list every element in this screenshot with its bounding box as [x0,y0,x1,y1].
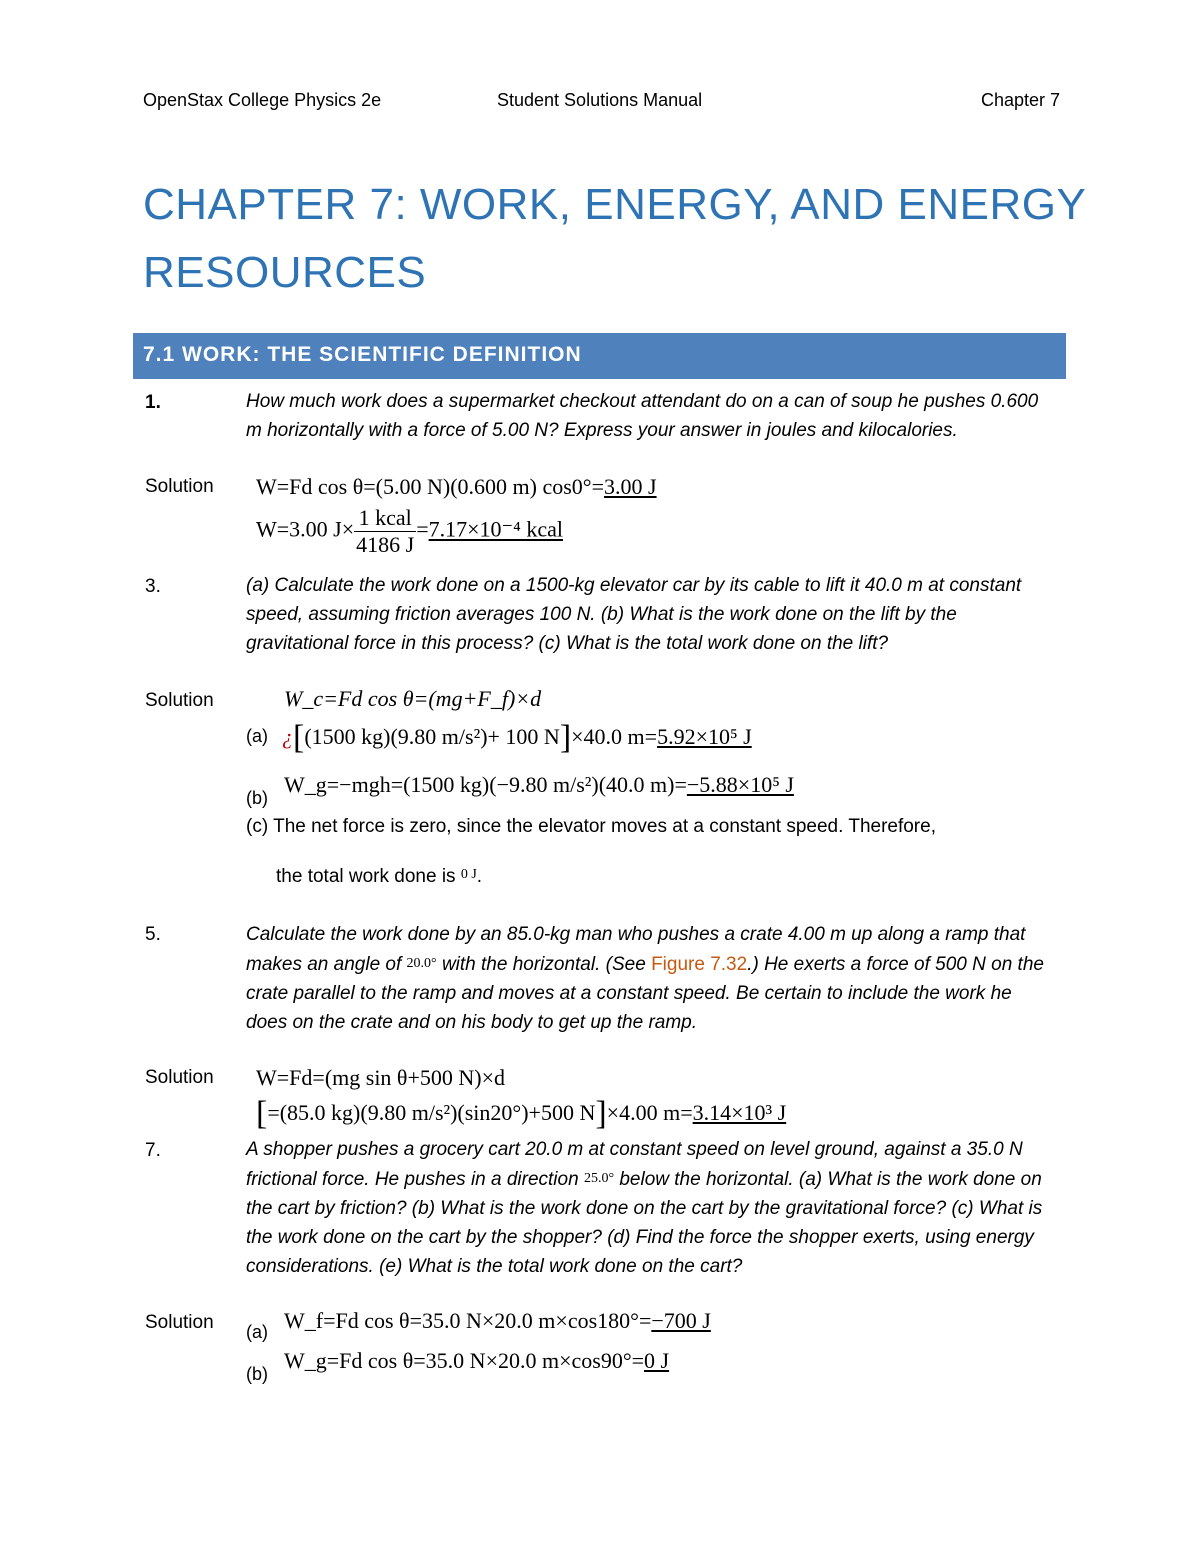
equation [282,719,752,756]
text: . [476,866,483,887]
problem-question: How much work does a supermarket checkout attendant do on a can of soup he pushes 0.600 m horizontally with a force of 5.00 N? Express your answer in joules and kilocalories. [246,391,1039,441]
header-left: OpenStax College Physics 2e [143,90,382,110]
answer: 0 J [644,1348,670,1373]
part-label: (b) [246,788,268,808]
invalid-char: ¿ [282,724,293,749]
equation-expr: (1500 kg)(9.80 m/s²)+ 100 N [304,724,560,749]
equation [284,772,794,798]
bracket-close: ] [595,1095,607,1132]
answer: −700 J [651,1308,711,1333]
solution-label: Solution [145,1312,214,1333]
equation-expr: W_f=Fd cos θ=35.0 N×20.0 m×cos180°= [284,1308,652,1333]
equation [256,1095,787,1132]
bracket-open: [ [293,719,305,756]
paragraph [276,866,482,888]
equation [256,474,657,500]
problem-number: 5. [145,924,161,945]
problem-number: 3. [145,576,161,597]
equation [284,1348,669,1374]
equation-expr: W_g=Fd cos θ=35.0 N×20.0 m×cos90°= [284,1348,645,1373]
equals: = [416,516,429,542]
solution-label: Solution [145,690,214,711]
equation [256,505,563,558]
fraction-denominator: 4186 J [356,532,415,557]
section-title: 7.1 WORK: THE SCIENTIFIC DEFINITION [143,343,582,366]
part-label: (a) [246,1322,268,1342]
equation-expr: =(85.0 kg)(9.80 m/s²)(sin20°)+500 N [267,1100,596,1125]
answer: 3.00 J [604,474,657,499]
solution-label: Solution [145,476,214,497]
answer: 3.14×10³ J [692,1100,787,1125]
bracket-open: [ [256,1095,268,1132]
equation [256,1065,505,1091]
equation-tail: ×4.00 m= [606,1100,693,1125]
equation [284,686,541,712]
fraction-numerator: 1 kcal [354,505,416,532]
angle-value: 25.0° [583,1171,615,1186]
problem-question [246,920,1046,1037]
text: the total work done is [276,866,456,887]
part-label: (a) [246,726,268,746]
chapter-title-line1: CHAPTER 7: WORK, ENERGY, AND ENERGY [143,180,1087,229]
problem-question [246,1135,1046,1281]
section-heading [133,333,1066,379]
question-text: .) He exerts a force of 500 N on the crate parallel to the ramp and moves at a constant speed. Be certain to include the work he does on the crate and on his body to get up the ramp. [246,954,1044,1033]
equation-expr: W=Fd=(mg sin θ+500 N)×d [256,1065,505,1090]
solution-label: Solution [145,1067,214,1088]
question-text: below the horizontal. (a) What is the work done on the cart by friction? (b) What is the work done on the cart by the gravitational force? (c) What is the work done on the cart by the shopper? (d) Find the force the shopper exerts, using energy considerations. (e) What is the total work done on the cart? [246,1169,1043,1277]
question-text: Calculate the work done by an 85.0-kg man who pushes a crate 4.00 m up along a ramp that makes an angle of [246,924,1026,975]
equation-expr: W_g=−mgh=(1500 kg)(−9.80 m/s²)(40.0 m)= [284,772,687,797]
header-center: Student Solutions Manual [497,90,703,110]
bracket-close: ] [559,719,572,756]
paragraph: (c) The net force is zero, since the elevator moves at a constant speed. Therefore, [246,816,936,837]
value: 0 J [460,867,477,882]
fraction [354,505,416,558]
answer: −5.88×10⁵ J [686,772,794,797]
equation-lhs: W=3.00 J× [256,516,355,542]
equation-expr: W_c=Fd cos θ=(mg+F_f)×d [284,686,542,711]
equation-tail: ×40.0 m= [571,724,658,749]
answer: 7.17×10⁻⁴ kcal [428,516,563,542]
equation [284,1308,711,1334]
answer: 5.92×10⁵ J [657,724,752,749]
angle-value: 20.0° [406,956,437,971]
header-right: Chapter 7 [981,90,1061,110]
problem-question: (a) Calculate the work done on a 1500-kg elevator car by its cable to lift it 40.0 m at constant speed, assuming friction averages 100 N. (b) What is the work done on the lift by the gravitational force in this process? (c) What is the total work done on the lift? [246,575,1022,654]
chapter-title-line2: RESOURCES [143,248,427,297]
problem-number: 1. [145,392,161,413]
problem-number: 7. [145,1140,161,1161]
equation-lhs: W=Fd cos θ=(5.00 N)(0.600 m) cos0°= [256,474,605,499]
figure-link[interactable]: Figure 7.32 [651,954,748,975]
part-label: (b) [246,1364,268,1384]
question-text: A shopper pushes a grocery cart 20.0 m at constant speed on level ground, against a 35.0 N frictional force. He pushes in a direction [246,1139,1023,1190]
question-text: with the horizontal. (See [441,954,646,975]
